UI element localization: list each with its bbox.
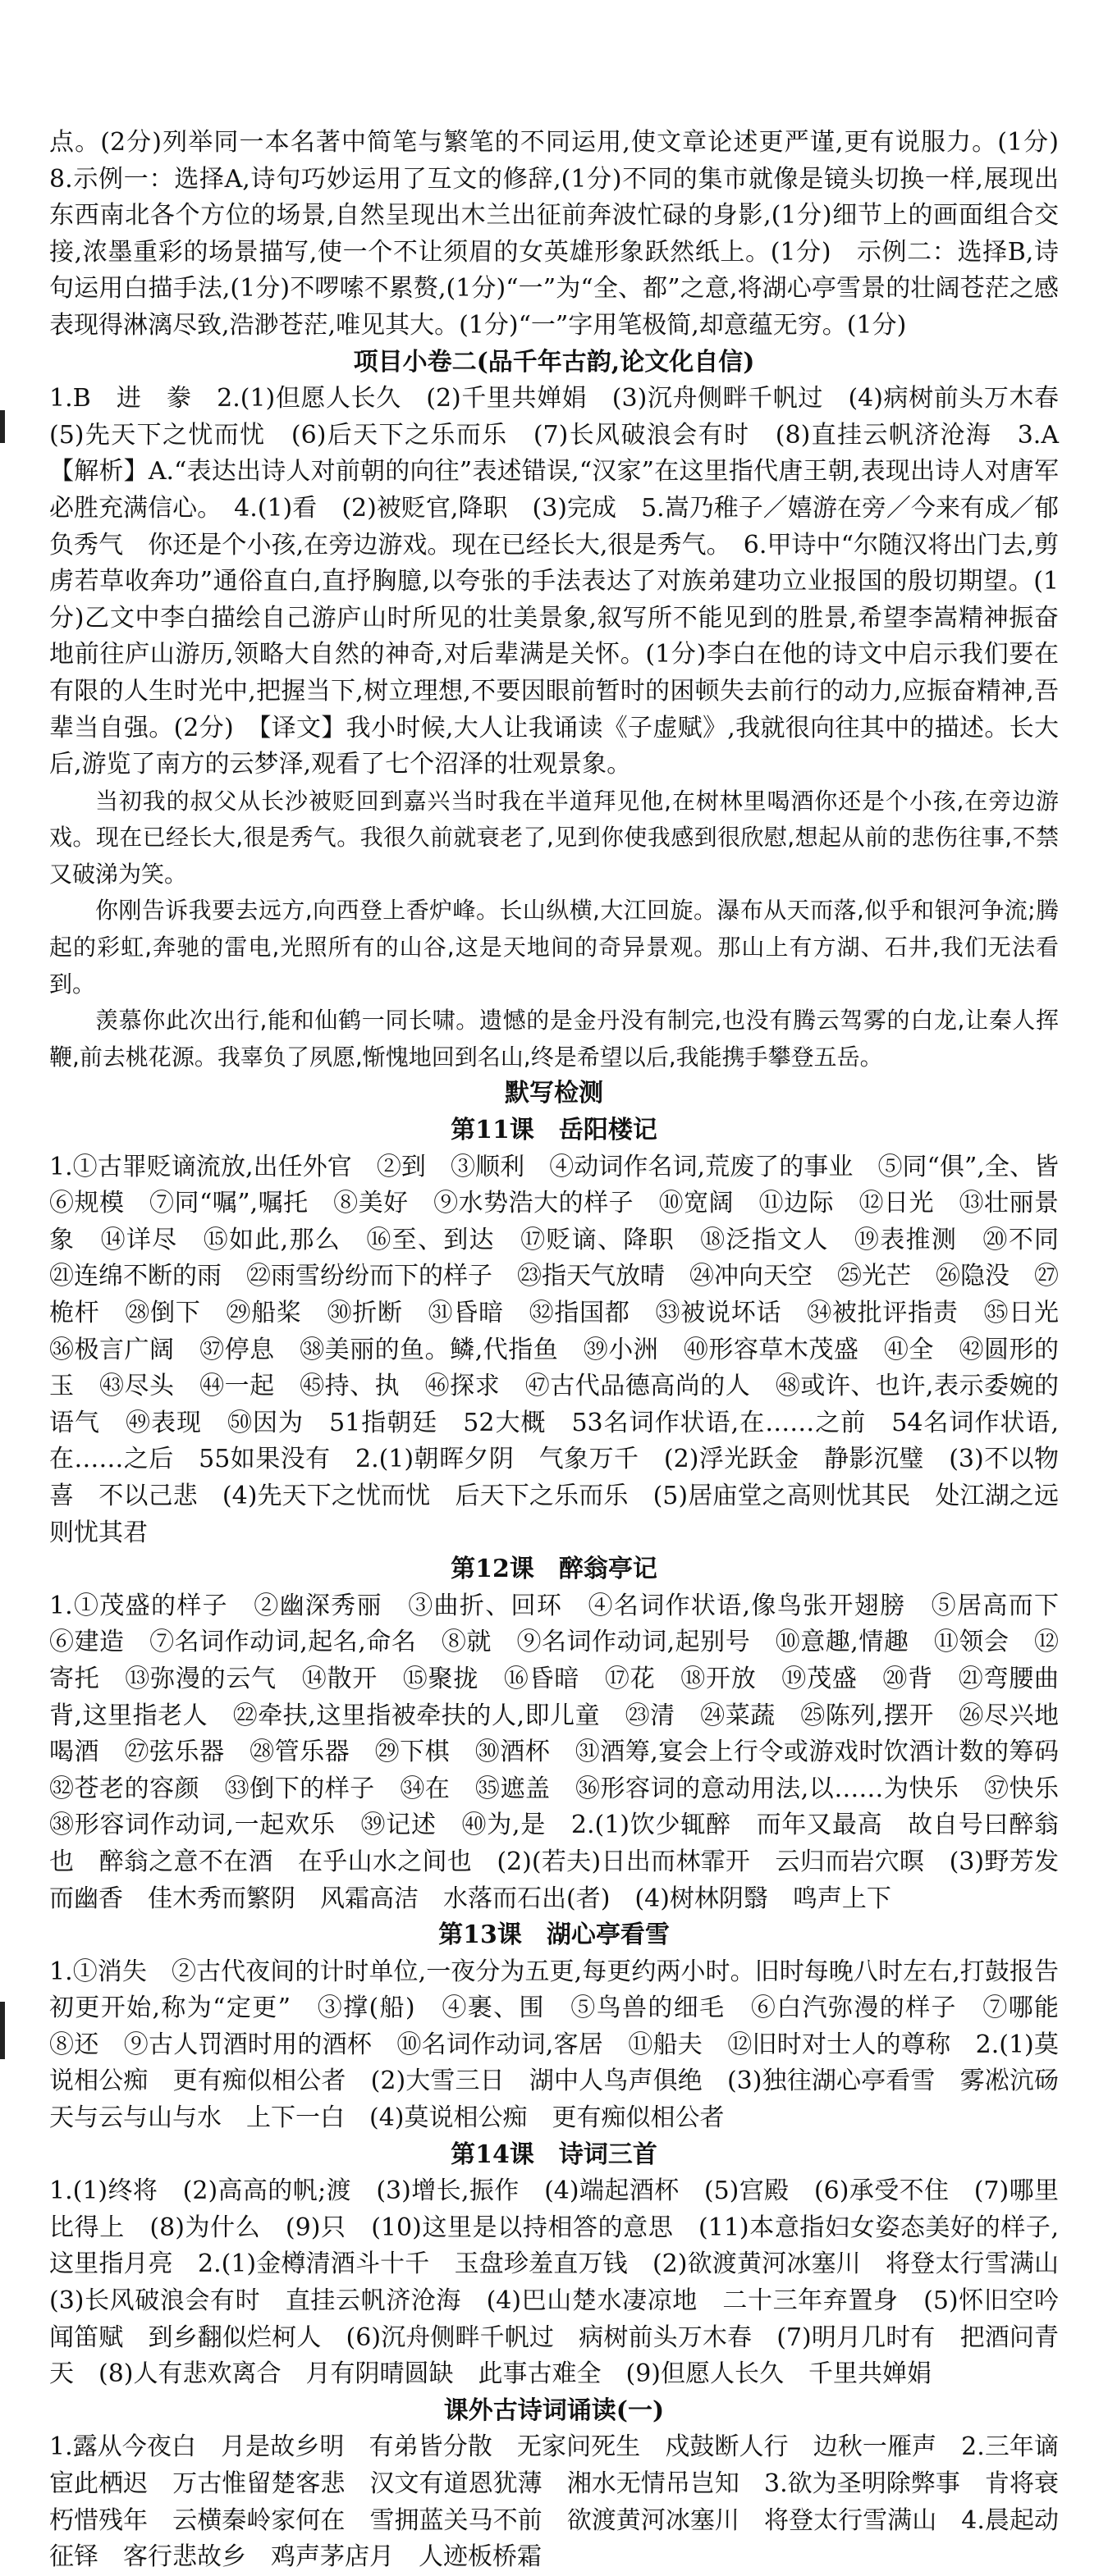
binding-edge-mark (0, 2002, 5, 2059)
answer-paragraph: 1.(1)终将 (2)高高的帆;渡 (3)增长,振作 (4)端起酒杯 (5)宫殿 (6)承受不住 (7)哪里比得上 (8)为什么 (9)只 (10)这里是以持相答的意思 (11)本意指妇女姿态美好的样子,这里指月亮 2.(1)金樽清酒斗十千 玉盘珍羞直万钱 (2)欲渡黄河冰塞川 将登太行雪满山 (3)长风破浪会有时 直挂云帆济沧海 (4)巴山楚水凄凉地 二十三年弃置身 (5)怀旧空吟闻笛赋 到乡翻似烂柯人 (6)沉舟侧畔千帆过 病树前头万木春 (7)明月几时有 把酒问青天 (8)人有悲欢离合 月有阴晴圆缺 此事古难全 (9)但愿人长久 千里共婵娟 (49, 2176, 1083, 2389)
answer-paragraph: 1.B 进 豢 2.(1)但愿人长久 (2)千里共婵娟 (3)沉舟侧畔千帆过 (4)病树前头万木春 (5)先天下之忧而忧 (6)后天下之乐而乐 (7)长风破浪会有时 (8)直挂云帆济沧海 3.A 【解析】A.“表达出诗人对前朝的向往”表述错误,“汉家”在这里指代唐王朝,表现出诗人对唐军必胜充满信心。 4.(1)看 (2)被贬官,降职 (3)完成 5.嵩乃稚子／嬉游在旁／今来有成／郁负秀气 你还是个小孩,在旁边游戏。现在已经长大,很是秀气。 6.甲诗中“尔随汉将出门去,剪虏若草收奔功”通俗直白,直抒胸臆,以夸张的手法表达了对族弟建功立业报国的殷切期望。(1分)乙文中李白描绘自己游庐山时所见的壮美景象,叙写所不能见到的胜景,希望李嵩精神振奋地前往庐山游历,领略大自然的神奇,对后辈满是关怀。(1分)李白在他的诗文中启示我们要在有限的人生时光中,把握当下,树立理想,不要因眼前暂时的困顿失去前行的动力,应振奋精神,吾辈当自强。(2分) 【译文】我小时候,大人让我诵读《子虚赋》,我就很向往其中的描述。长大后,游览了南方的云梦泽,观看了七个沼泽的壮观景象。 (49, 384, 1083, 779)
binding-edge-mark (0, 410, 5, 443)
translation-paragraph: 当初我的叔父从长沙被贬回到嘉兴当时我在半道拜见他,在树林里喝酒你还是个小孩,在旁边游戏。现在已经长大,很是秀气。我很久前就衰老了,见到你使我感到很欣慰,想起从前的悲伤往事,不禁又破涕为笑。 (49, 787, 1059, 888)
lesson-heading: 第12课 醉翁亭记 (451, 1555, 657, 1584)
section-heading: 课外古诗词诵读(一) (443, 2396, 665, 2425)
lesson-heading: 第14课 诗词三首 (451, 2140, 657, 2169)
translation-paragraph: 羡慕你此次出行,能和仙鹤一同长啸。遗憾的是金丹没有制完,也没有腾云驾雾的白龙,让秦人挥鞭,前去桃花源。我辜负了夙愿,惭愧地回到名山,终是希望以后,我能携手攀登五岳。 (49, 1007, 1059, 1071)
answer-paragraph: 1.①古罪贬谪流放,出任外官 ②到 ③顺利 ④动词作名词,荒废了的事业 ⑤同“俱”,全、皆 ⑥规模 ⑦同“嘱”,嘱托 ⑧美好 ⑨水势浩大的样子 ⑩宽阔 ⑪边际 ⑫日光 ⑬壮丽景象 ⑭详尽 ⑮如此,那么 ⑯至、到达 ⑰贬谪、降职 ⑱泛指文人 ⑲表推测 ⑳不同 ㉑连绵不断的雨 ㉒雨雪纷纷而下的样子 ㉓指天气放晴 ㉔冲向天空 ㉕光芒 ㉖隐没 ㉗桅杆 ㉘倒下 ㉙船桨 ㉚折断 ㉛昏暗 ㉜指国都 ㉝被说坏话 ㉞被批评指责 ㉟日光 ㊱极言广阔 ㊲停息 ㊳美丽的鱼。鳞,代指鱼 ㊴小洲 ㊵形容草木茂盛 ㊶全 ㊷圆形的玉 ㊸尽头 ㊹一起 ㊺持、执 ㊻探求 ㊼古代品德高尚的人 ㊽或许、也许,表示委婉的语气 ㊾表现 ㊿因为 51指朝廷 52大概 53名词作状语,在……之前 54名词作状语,在……之后 55如果没有 2.(1)朝晖夕阴 气象万千 (2)浮光跃金 静影沉璧 (3)不以物喜 不以己悲 (4)先天下之忧而忧 后天下之乐而乐 (5)居庙堂之高则忧其民 处江湖之远则忧其君 (49, 1152, 1083, 1547)
translation-paragraph: 你刚告诉我要去远方,向西登上香炉峰。长山纵横,大江回旋。瀑布从天而落,似乎和银河争流;腾起的彩虹,奔驰的雷电,光照所有的山谷,这是天地间的奇异景观。那山上有方湖、石井,我们无法看到。 (49, 897, 1059, 998)
answer-paragraph: 1.①消失 ②古代夜间的计时单位,一夜分为五更,每更约两小时。旧时每晚八时左右,打鼓报告初更开始,称为“定更” ③撑(船) ④裹、围 ⑤鸟兽的细毛 ⑥白汽弥漫的样子 ⑦哪能 ⑧还 ⑨古人罚酒时用的酒杯 ⑩名词作动词,客居 ⑪船夫 ⑫旧时对士人的尊称 2.(1)莫说相公痴 更有痴似相公者 (2)大雪三日 湖中人鸟声俱绝 (3)独往湖心亭看雪 雾凇沆砀 天与云与山与水 上下一白 (4)莫说相公痴 更有痴似相公者 (49, 1957, 1083, 2133)
section-heading: 默写检测 (505, 1079, 603, 1108)
answer-paragraph: 点。(2分)列举同一本名著中简笔与繁笔的不同运用,使文章论述更严谨,更有说服力。(1分) 8.示例一：选择A,诗句巧妙运用了互文的修辞,(1分)不同的集市就像是镜头切换一样,展现出东西南北各个方位的场景,自然呈现出木兰出征前奔波忙碌的身影,(1分)细节上的画面组合交接,浓墨重彩的场景描写,使一个不让须眉的女英雄形象跃然纸上。(1分) 示例二：选择B,诗句运用白描手法,(1分)不啰嗦不累赘,(1分)“一”为“全、都”之意,将湖心亭雪景的壮阔苍茫之感表现得淋漓尽致,浩渺苍茫,唯见其大。(1分)“一”字用笔极简,却意蕴无穷。(1分) (49, 128, 1083, 340)
lesson-heading: 第11课 岳阳楼记 (451, 1116, 657, 1145)
lesson-heading: 第13课 湖心亭看雪 (438, 1921, 670, 1950)
answer-paragraph: 1.①茂盛的样子 ②幽深秀丽 ③曲折、回环 ④名词作状语,像鸟张开翅膀 ⑤居高而下 ⑥建造 ⑦名词作动词,起名,命名 ⑧就 ⑨名词作动词,起别号 ⑩意趣,情趣 ⑪领会 ⑫寄托 ⑬弥漫的云气 ⑭散开 ⑮聚拢 ⑯昏暗 ⑰花 ⑱开放 ⑲茂盛 ⑳背 ㉑弯腰曲背,这里指老人 ㉒牵扶,这里指被牵扶的人,即儿童 ㉓清 ㉔菜蔬 ㉕陈列,摆开 ㉖尽兴地喝酒 ㉗弦乐器 ㉘管乐器 ㉙下棋 ㉚酒杯 ㉛酒筹,宴会上行令或游戏时饮酒计数的筹码 ㉜苍老的容颜 ㉝倒下的样子 ㉞在 ㉟遮盖 ㊱形容词的意动用法,以……为快乐 ㊲快乐 ㊳形容词作动词,一起欢乐 ㊴记述 ㊵为,是 2.(1)饮少辄醉 而年又最高 故自号曰醉翁也 醉翁之意不在酒 在乎山水之间也 (2)(若夫)日出而林霏开 云归而岩穴暝 (3)野芳发而幽香 佳木秀而繁阴 风霜高洁 水落而石出(者) (4)树林阴翳 鸣声上下 (49, 1591, 1083, 1913)
section-heading: 项目小卷二(品千年古韵,论文化自信) (353, 347, 755, 377)
answer-paragraph: 1.露从今夜白 月是故乡明 有弟皆分散 无家问死生 戍鼓断人行 边秋一雁声 2.三年谪宦此栖迟 万古惟留楚客悲 汉文有道恩犹薄 湘水无情吊岂知 3.欲为圣明除弊事 肯将衰朽惜残年 云横秦岭家何在 雪拥蓝关马不前 欲渡黄河冰塞川 将登太行雪满山 4.晨起动征铎 客行悲故乡 鸡声茅店月 人迹板桥霜 (49, 2432, 1059, 2572)
